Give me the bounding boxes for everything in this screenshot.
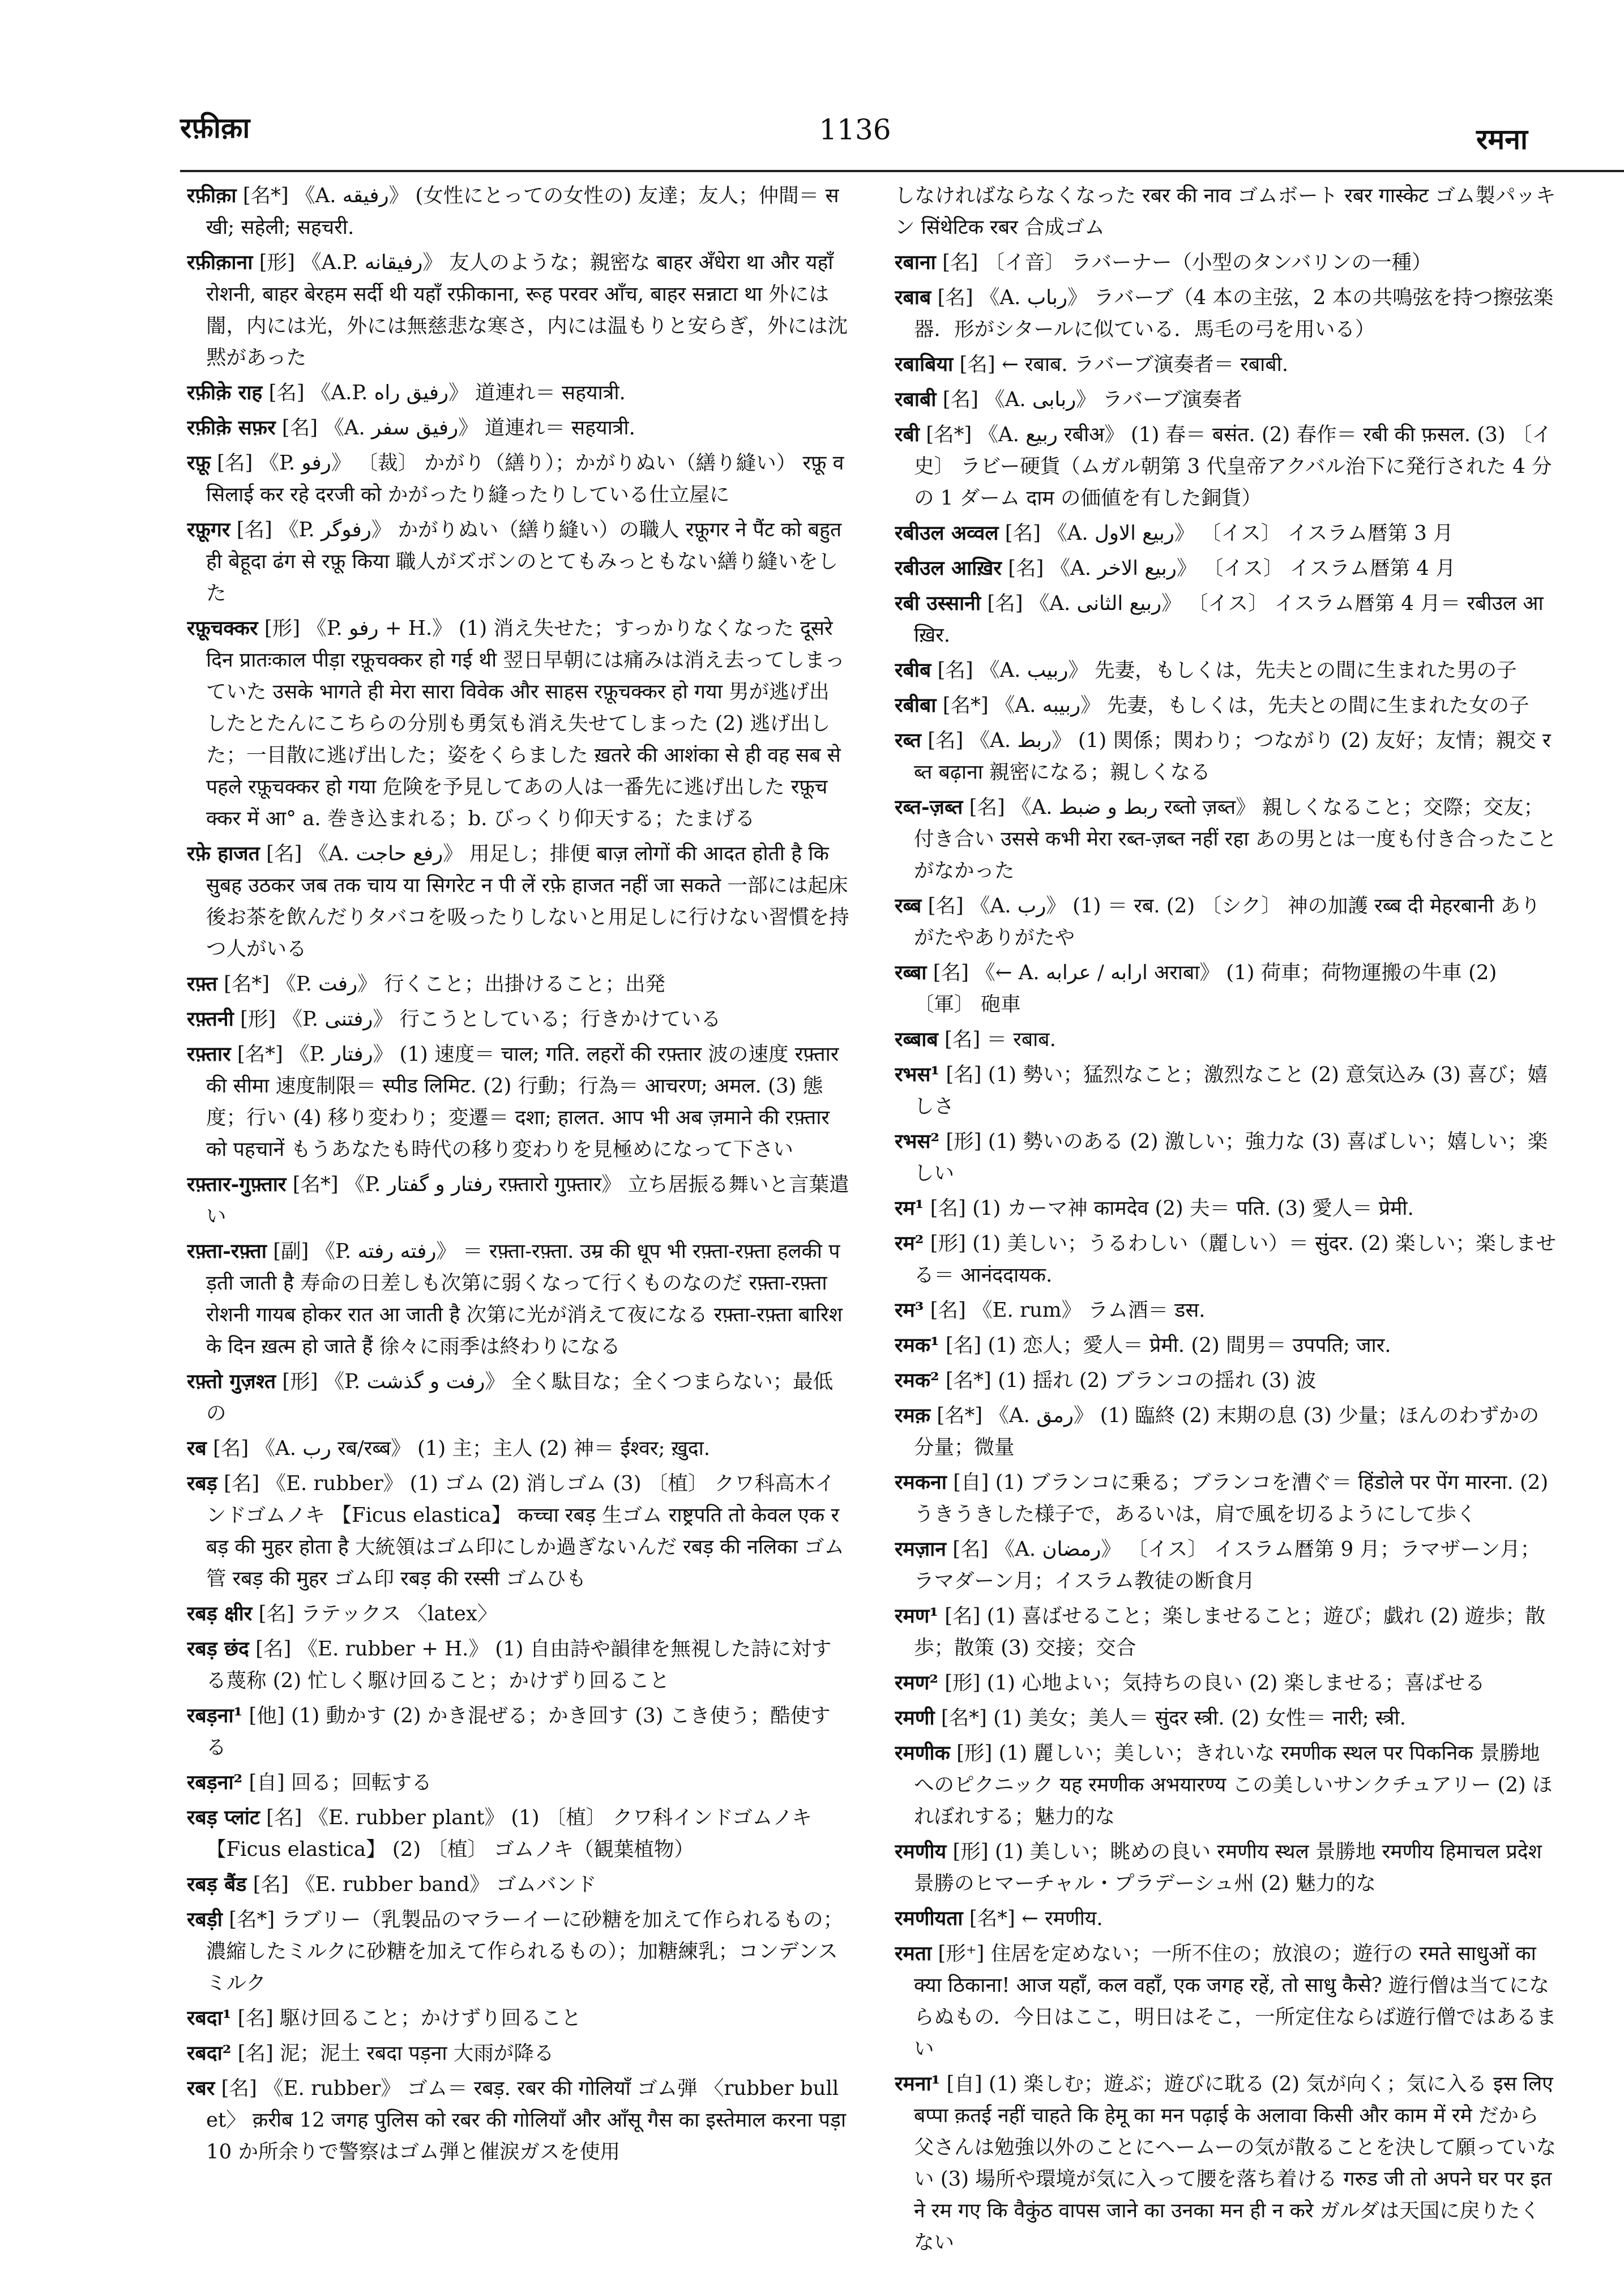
- entry-definition: [名] (1) 恋人；愛人＝ प्रेमी. (2) 間男＝ उपपति; जार.: [939, 1334, 1391, 1357]
- entry-headword: रम³: [895, 1299, 924, 1322]
- entry-definition: [名*] 《A. رفيقه》 (女性にとっての女性の) 友達；友人；仲間＝ सखी; सहेली; सहचरी.: [206, 184, 839, 239]
- entry-definition: [名] 《A. رمضان》 〔イス〕 イスラム暦第 9 月；ラマザーン月；ラマダーン月；イスラム教徒の断食月: [914, 1538, 1541, 1593]
- entry-definition: [名] 《A. ربط》 (1) 関係；関わり；つながり (2) 友好；友情；親交 रब्त बढ़ाना 親密になる；親しくなる: [914, 729, 1551, 784]
- entry-headword: रबाबिया: [895, 353, 954, 376]
- dictionary-entry: [895, 1193, 1557, 1224]
- dictionary-entry: [187, 1169, 849, 1232]
- dictionary-entry: [895, 553, 1557, 584]
- left-column: [187, 180, 849, 2276]
- entry-definition: [名*] 《P. رفتار》 (1) 速度＝ चाल; गति. लहरों की रफ़्तार 波の速度 रफ़्तार की सीमा 速度制限＝ स्पीड लिमिट. (2) 行動；行為＝ आचरण; अमल. (3) 態度；行い (4) 移り変わり；変遷＝ दशा; हालत. आप भी अब ज़माने की रफ़्तार को पहचानें もうあなたも時代の移り変わりを見極めになって下さい: [206, 1043, 839, 1161]
- entry-headword: रबीब: [895, 659, 931, 682]
- dictionary-entry: [895, 1228, 1557, 1291]
- dictionary-entry: [187, 377, 849, 409]
- entry-headword: रबदा²: [187, 2042, 232, 2065]
- entry-definition: [名] 《A.P. رفيق راه》 道連れ＝ सहयात्री.: [262, 381, 626, 404]
- dictionary-entry: [895, 1667, 1557, 1699]
- dictionary-entry: [187, 1904, 849, 1999]
- entry-definition: [形] (1) 心地よい；気持ちの良い (2) 楽しませる；喜ばせる: [938, 1671, 1485, 1695]
- page-number: 1136: [819, 113, 891, 146]
- dictionary-entry: [895, 349, 1557, 381]
- dictionary-entry: [187, 1767, 849, 1799]
- dictionary-entry: [187, 1236, 849, 1363]
- dictionary-entry: [187, 968, 849, 1000]
- dictionary-entry: [187, 1039, 849, 1166]
- entry-headword: रबड़ी: [187, 1908, 223, 1931]
- entry-definition: [名*] 《P. رفت》 行くこと；出掛けること；出発: [217, 972, 665, 996]
- entry-definition: [名] 泥；泥土 रबदा पड़ना 大雨が降る: [231, 2042, 554, 2065]
- entry-headword: रमना¹: [895, 2072, 941, 2095]
- entry-definition: [名*] 《P. رفتار و گفتار रफ़्तारो गुफ़्तार》 立ち居振る舞いと言葉遣い: [206, 1173, 849, 1228]
- dictionary-entry: [895, 1295, 1557, 1326]
- entry-headword: रमक²: [895, 1369, 939, 1392]
- entry-definition: [名] 《A. رباب》 ラバーブ（4 本の主弦，2 本の共鳴弦を持つ擦弦楽器．形がシタールに似ている．馬毛の弓を用いる）: [914, 286, 1554, 341]
- guide-word-left: रफ़ीक़ा: [180, 111, 250, 144]
- entry-headword: रबाबी: [895, 388, 937, 411]
- entry-headword: रब्त-ज़ब्त: [895, 796, 963, 819]
- dictionary-entry: [895, 2068, 1557, 2259]
- entry-headword: रभस¹: [895, 1063, 940, 1086]
- dictionary-entry: [895, 247, 1557, 279]
- dictionary-entry: [895, 725, 1557, 788]
- entry-headword: रबड़ बैंड: [187, 1873, 247, 1896]
- dictionary-entry: [187, 1433, 849, 1465]
- entry-headword: रमणीक: [895, 1742, 950, 1765]
- dictionary-entry: [187, 2073, 849, 2168]
- entry-headword: रबड़ क्षीर: [187, 1602, 253, 1625]
- dictionary-entry: [895, 1738, 1557, 1833]
- entry-headword: रमकना: [895, 1471, 947, 1494]
- entry-definition: [形] 《P. رفو + H.》 (1) 消え失せた；すっかりなくなった दूसरे दिन प्रातःकाल पीड़ा रफ़ूचक्कर हो गई थी 翌日早朝には痛みは消え去ってしまっていた उसके भागते ही मेरा सारा विवेक और साहस रफ़ूचक्कर हो गया 男が逃げ出したとたんにこちらの分別も勇気も消え失せてしまった (2) 逃げ出した；一目散に逃げ出した；姿をくらました ख़तरे की आशंका से ही वह सब से पहले रफ़ूचक्कर हो गया 危険を予見してあの人は一番先に逃げ出した रफ़ूचक्कर में आ° a. 巻き込まれる；b. びっくり仰天する；たまげる: [206, 617, 845, 830]
- entry-definition: [自] (1) ブランコに乗る；ブランコを漕ぐ＝ हिंडोले पर पेंग मारना. (2) うきうきした様子で，あるいは，肩で風を切るようにして歩く: [914, 1471, 1549, 1526]
- dictionary-entry: [187, 1700, 849, 1764]
- entry-headword: रबड़ प्लांट: [187, 1806, 260, 1829]
- dictionary-entry: [895, 1467, 1557, 1530]
- entry-definition: [名*] 《A. ربيبه》 先妻，もしくは，先夫との間に生まれた女の子: [936, 694, 1529, 717]
- entry-definition: [名] 《← A. ارابه / عرابه अराबा》 (1) 荷車；荷物運搬の牛車 (2) 〔軍〕 砲車: [914, 961, 1497, 1016]
- entry-headword: रबीबा: [895, 694, 937, 717]
- entry-definition: [名] (1) 勢い；猛烈なこと；激烈なこと (2) 意気込み (3) 喜び；嬉しさ: [914, 1063, 1548, 1118]
- entry-headword: रब्त: [895, 729, 921, 752]
- entry-definition: [形] (1) 麗しい；美しい；きれいな रमणीक स्थल पर पिकनिक 景勝地へのピクニック यह रमणीक अभयारण्य この美しいサンクチュアリー (2) ほれぼれする；魅力的な: [914, 1742, 1553, 1828]
- dictionary-entry: [895, 384, 1557, 416]
- entry-definition: [自] 回る；回転する: [242, 1771, 432, 1794]
- entry-definition: [名] 《E. rubber》 ゴム＝ रबड़. रबर की गोलियाँ ゴム弾 〈rubber bullet〉 क़रीब 12 जगह पुलिस को रबर की गोलियाँ और आँसू गैस का इस्तेमाल करना पड़ा 10 か所余りで警察はゴム弾と催涙ガスを使用: [206, 2077, 847, 2163]
- entry-headword: रब्बा: [895, 961, 927, 984]
- entry-headword: रमज़ान: [895, 1538, 946, 1561]
- dictionary-entry: [895, 1126, 1557, 1189]
- dictionary-entry: [187, 1802, 849, 1866]
- entry-definition: [形] 《P. رفت و گذشت》 全く駄目な；全くつまらない；最低の: [206, 1370, 834, 1425]
- entry-headword: रम²: [895, 1232, 924, 1255]
- entry-definition: [他] (1) 動かす (2) かき混ぜる；かき回す (3) こき使う；酷使する: [206, 1704, 831, 1759]
- entry-definition: [形] 《A.P. رفيقانه》 友人のような；親密な बाहर अँधेरा था और यहाँ रोशनी, बाहर बेरहम सर्दी थी यहाँ रफ़ीकाना, रूह परवर आँच, बाहर सन्नाटा था 外には闇，内には光，外には無慈悲な寒さ，内には温もりと安らぎ，外には沈黙があった: [206, 251, 848, 369]
- dictionary-entry: [187, 412, 849, 444]
- entry-definition: [名] ← रबाब. ラバーブ演奏者＝ रबाबी.: [953, 353, 1289, 376]
- entry-definition: [名] 《A. رب》 (1) ＝ रब. (2) 〔シク〕 神の加護 रब्ब दी मेहरबानी ありがたやありがたや: [914, 894, 1541, 949]
- entry-headword: रफ़ीक़ाना: [187, 251, 253, 274]
- dictionary-entry: [187, 1869, 849, 1901]
- entry-headword: रब्ब: [895, 894, 922, 917]
- dictionary-entry: [895, 1534, 1557, 1597]
- entry-headword: रफ़्तो गुज़श्त: [187, 1370, 276, 1393]
- entry-headword: रमणीयता: [895, 1907, 963, 1930]
- entry-definition: [形] (1) 美しい；眺めの良い रमणीय स्थल 景勝地 रमणीय हिमाचल प्रदेश 景勝のヒマーチャル・プラデーシュ州 (2) 魅力的な: [914, 1840, 1542, 1895]
- entry-headword: रमता: [895, 1942, 932, 1965]
- entry-headword: रमक़: [895, 1404, 931, 1427]
- entry-definition: [名] 《E. rubber + H.》 (1) 自由詩や韻律を無視した詩に対する蔑称 (2) 忙しく駆け回ること；かけずり回ること: [206, 1637, 832, 1692]
- dictionary-entry: [895, 588, 1557, 651]
- entry-headword: रमक¹: [895, 1334, 939, 1357]
- entry-definition: [名] (1) 喜ばせること；楽しませること；遊び；戯れ (2) 遊歩；散歩；散策 (3) 交接；交合: [914, 1604, 1546, 1659]
- entry-headword: रफ़्तार-गुफ़्तार: [187, 1173, 287, 1196]
- dictionary-entry: [895, 690, 1557, 722]
- entry-definition: [名] 《A. ربيع الاول》 〔イス〕 イスラム暦第 3 月: [998, 522, 1454, 545]
- entry-headword: रबी: [895, 423, 920, 446]
- entry-definition: [名] 《E. rubber plant》 (1) 〔植〕 クワ科インドゴムノキ 【Ficus elastica】 (2) 〔植〕 ゴムノキ（観葉植物）: [206, 1806, 812, 1861]
- entry-headword: रफ़्तनी: [187, 1008, 234, 1031]
- entry-headword: रफ़्त: [187, 972, 217, 996]
- entry-definition: [自] (1) 楽しむ；遊ぶ；遊びに耽る (2) 気が向く；気に入る इस लिए बप्पा क़तई नहीं चाहते कि हेमू का मन पढ़ाई के अलावा किसी और काम में रमे だから父さんは勉強以外のことにヘームーの気が散ることを決して願っていない (3) 場所や環境が気に入って腰を落ち着ける गरुड जी तो अपने घर पर इतने रम गए कि वैकुंठ वापस जाने का उनका मन ही न करे ガルダは天国に戻りたくない: [914, 2072, 1557, 2254]
- dictionary-entry: [187, 2003, 849, 2034]
- entry-headword: रफ़ीक़े राह: [187, 381, 263, 404]
- dictionary-entry: [895, 1836, 1557, 1900]
- dictionary-entry: [187, 613, 849, 835]
- entry-definition: [名*] ラブリー（乳製品のマラーイーに砂糖を加えて作られるもの；濃縮したミルクに砂糖を加えて作られるもの）；加糖練乳；コンデンスミルク: [206, 1908, 844, 1995]
- entry-headword: रब: [187, 1437, 207, 1460]
- entry-definition: [形] 《P. رفتنی》 行こうとしている；行きかけている: [233, 1008, 721, 1031]
- entry-definition: [名] 《E. rubber》 (1) ゴム (2) 消しゴム (3) 〔植〕 クワ科高木インドゴムノキ 【Ficus elastica】 कच्चा रबड़ 生ゴム राष्ट्रपति तो केवल एक रबड़ की मुहर होता है 大統領はゴム印にしか過ぎないんだ रबड़ की नलिका ゴム管 रबड़ की मुहर ゴム印 रबड़ की रस्सी ゴムひも: [206, 1472, 844, 1590]
- dictionary-entry: [187, 1633, 849, 1697]
- entry-definition: [名] 《A. رب रब/रब्ब》 (1) 主；主人 (2) 神＝ ईश्वर; ख़ुदा.: [206, 1437, 711, 1460]
- dictionary-entry: [895, 1903, 1557, 1935]
- dictionary-entry: [187, 1468, 849, 1595]
- entry-headword: रमणी: [895, 1706, 935, 1730]
- entry-definition: [名] 《A. ربيع الاخر》 〔イス〕 イスラム暦第 4 月: [1001, 557, 1456, 580]
- dictionary-entry: [187, 447, 849, 511]
- entry-definition: [名] 《E. rubber band》 ゴムバンド: [246, 1873, 597, 1896]
- entry-definition: [名] 《E. rum》 ラム酒＝ डस.: [924, 1299, 1206, 1322]
- dictionary-entry: [187, 2038, 849, 2069]
- entry-definition: [名*] 《A. ربيع रबीअ》 (1) 春＝ बसंत. (2) 春作＝ रबी की फ़सल. (3) 〔イ史〕 ラビー硬貨（ムガル朝第 3 代皇帝アクバル治下に発行された 4 分の 1 ダーム दाम の価値を有した銅貨）: [914, 423, 1552, 510]
- entry-headword: रबाब: [895, 286, 931, 309]
- entry-definition: [名] 《A. ربيع الثانی》 〔イス〕 イスラム暦第 4 月＝ रबीउल आख़िर.: [914, 592, 1544, 647]
- entry-definition: [名] ＝ रबाब.: [938, 1028, 1056, 1051]
- entry-definition: [副] 《P. رفته رفته》 ＝ रफ़्ता-रफ़्ता. उम्र की धूप भी रफ़्ता-रफ़्ता हलकी पड़ती जाती है 寿命の日差しも次第に弱くなって行くものなのだ रफ़्ता-रफ़्ता रोशनी गायब होकर रात आ जाती है 次第に光が消えて夜になる रफ़्ता-रफ़्ता बारिश के दिन ख़त्म हो जाते हैं 徐々に雨季は終わりになる: [206, 1240, 843, 1358]
- entry-headword: रम¹: [895, 1197, 924, 1220]
- entry-headword: रभस²: [895, 1130, 940, 1153]
- dictionary-entry: [187, 247, 849, 374]
- dictionary-entry: [895, 1059, 1557, 1122]
- entry-headword: रफ़ूचक्कर: [187, 617, 258, 640]
- entry-definition: [名] 《A. رفع حاجت》 用足し；排便 बाज़ लोगों की आदत होती है कि सुबह उठकर जब तक चाय या सिगरेट न पी लें रफ़े हाजत नहीं जा सकते 一部には起床後お茶を飲んだりタバコを吸ったりしないと用足しに行けない習慣を持つ人がいる: [206, 842, 849, 961]
- guide-word-right: रमना: [1476, 122, 1528, 156]
- entry-definition: [名] 《A. ربابی》 ラバーブ演奏者: [936, 388, 1242, 411]
- page-header: [0, 0, 1624, 159]
- entry-headword: रबीउल अव्वल: [895, 522, 999, 545]
- entry-definition: [名] 駆け回ること；かけずり回ること: [231, 2007, 582, 2030]
- entry-headword: रफ़ूगर: [187, 518, 230, 541]
- dictionary-entry: [895, 518, 1557, 549]
- dictionary-entry: [895, 1365, 1557, 1397]
- entry-headword: रमणीय: [895, 1840, 947, 1863]
- entry-definition: [名*] 《A. رمق》 (1) 臨終 (2) 末期の息 (3) 少量；ほんのわずかの分量；微量: [914, 1404, 1540, 1459]
- dictionary-entry: [895, 1600, 1557, 1664]
- entry-headword: रफ़्तार: [187, 1043, 231, 1066]
- entry-headword: रफ़ीक़े सफ़र: [187, 416, 276, 439]
- entry-headword: रमण²: [895, 1671, 938, 1695]
- entry-definition: [名] ラテックス 〈latex〉: [252, 1602, 498, 1625]
- entry-definition: [名] 《A. ربط و ضبط रब्तो ज़ब्त》 親しくなること；交際；交友；付き合い उससे कभी मेरा रब्त-ज़ब्त नहीं रहा あの男とは一度も付き合ったことがなかった: [914, 796, 1557, 882]
- dictionary-entry: [895, 1400, 1557, 1463]
- dictionary-entry: [895, 419, 1557, 514]
- entry-definition: [名] 《A. رفيق سفر》 道連れ＝ सहयात्री.: [275, 416, 635, 439]
- header-rule: [180, 170, 1624, 172]
- dictionary-entry: [187, 1366, 849, 1429]
- dictionary-entry: [895, 1024, 1557, 1056]
- dictionary-entry: [895, 655, 1557, 686]
- entry-headword: रबदा¹: [187, 2007, 232, 2030]
- entry-headword: रबर: [187, 2077, 215, 2100]
- dictionary-entry: [895, 792, 1557, 887]
- dictionary-entry: [895, 1938, 1557, 2065]
- dictionary-entry: [187, 1004, 849, 1035]
- entry-headword: रमण¹: [895, 1604, 938, 1628]
- entry-headword: रब्बाब: [895, 1028, 938, 1051]
- entry-definition: [名] 〔イ音〕 ラバーナー（小型のタンバリンの一種）: [935, 251, 1432, 274]
- entry-headword: रबड़ना¹: [187, 1704, 243, 1727]
- entry-definition: [名*] (1) 揺れ (2) ブランコの揺れ (3) 波: [939, 1369, 1317, 1392]
- entry-definition: [名] (1) カーマ神 कामदेव (2) 夫＝ पति. (3) 愛人＝ प्रेमी.: [924, 1197, 1414, 1220]
- entry-definition: [名] 《A. ربيب》 先妻，もしくは，先夫との間に生まれた男の子: [931, 659, 1517, 682]
- entry-headword: रबीउल आख़िर: [895, 557, 1002, 580]
- dictionary-entry: [895, 957, 1557, 1021]
- entry-headword: रफ़ू: [187, 451, 211, 475]
- entry-definition: [名] 《P. رفو》 〔裁〕 かがり（繕り）；かがりぬい（繕り縫い） रफ़ू व सिलाई कर रहे दरजी को かがったり縫ったりしている仕立屋に: [206, 451, 844, 506]
- entry-headword: रबड़ छंद: [187, 1637, 249, 1661]
- right-column: [895, 180, 1557, 2276]
- dictionary-entry: [895, 180, 1557, 244]
- entry-headword: रबड़: [187, 1472, 217, 1495]
- dictionary-entry: [187, 514, 849, 609]
- entry-headword: रफ़े हाजत: [187, 842, 260, 865]
- entry-definition: [名*] ← रमणीय.: [963, 1907, 1103, 1930]
- dictionary-entry: [895, 1330, 1557, 1361]
- entry-definition: [名*] (1) 美女；美人＝ सुंदर स्त्री. (2) 女性＝ नारी; स्त्री.: [934, 1706, 1406, 1730]
- dictionary-entry: [187, 1598, 849, 1630]
- entry-headword: रबड़ना²: [187, 1771, 243, 1794]
- dictionary-entry: [895, 1702, 1557, 1734]
- entry-headword: रबाना: [895, 251, 936, 274]
- entry-headword: रबी उस्सानी: [895, 592, 981, 615]
- entry-definition: [形] (1) 勢いのある (2) 激しい；強力な (3) 喜ばしい；嬉しい；楽しい: [914, 1130, 1548, 1185]
- entry-definition: しなければならなくなった रबर की नाव ゴムボート रबर गास्केट ゴム製パッキン सिंथेटिक रबर 合成ゴム: [895, 184, 1556, 239]
- dictionary-entry: [187, 838, 849, 965]
- entry-definition: [形] (1) 美しい；うるわしい（麗しい）＝ सुंदर. (2) 楽しい；楽しませる＝ आनंददायक.: [914, 1232, 1556, 1287]
- dictionary-entry: [187, 180, 849, 244]
- entry-headword: रफ़्ता-रफ़्ता: [187, 1240, 267, 1263]
- entry-definition: [名] 《P. رفوگر》 かがりぬい（繕り縫い）の職人 रफ़ूगर ने पैंट को बहुत ही बेहूदा ढंग से रफ़ू किया 職人がズボンのとてもみっともない繕り縫いをした: [206, 518, 842, 605]
- dictionary-entry: [895, 890, 1557, 954]
- dictionary-entry: [895, 282, 1557, 345]
- entry-headword: रफ़ीक़ा: [187, 184, 237, 207]
- entry-definition: [形⁺] 住居を定めない；一所不住の；放浪の；遊行の रमते साधुओं का क्या ठिकाना! आज यहाँ, कल वहाँ, एक जगह रहें, तो साधु कैसे? 遊行僧は当てにならぬもの．今日はここ，明日はそこ，一所定住ならば遊行僧ではあるまい: [914, 1942, 1557, 2060]
